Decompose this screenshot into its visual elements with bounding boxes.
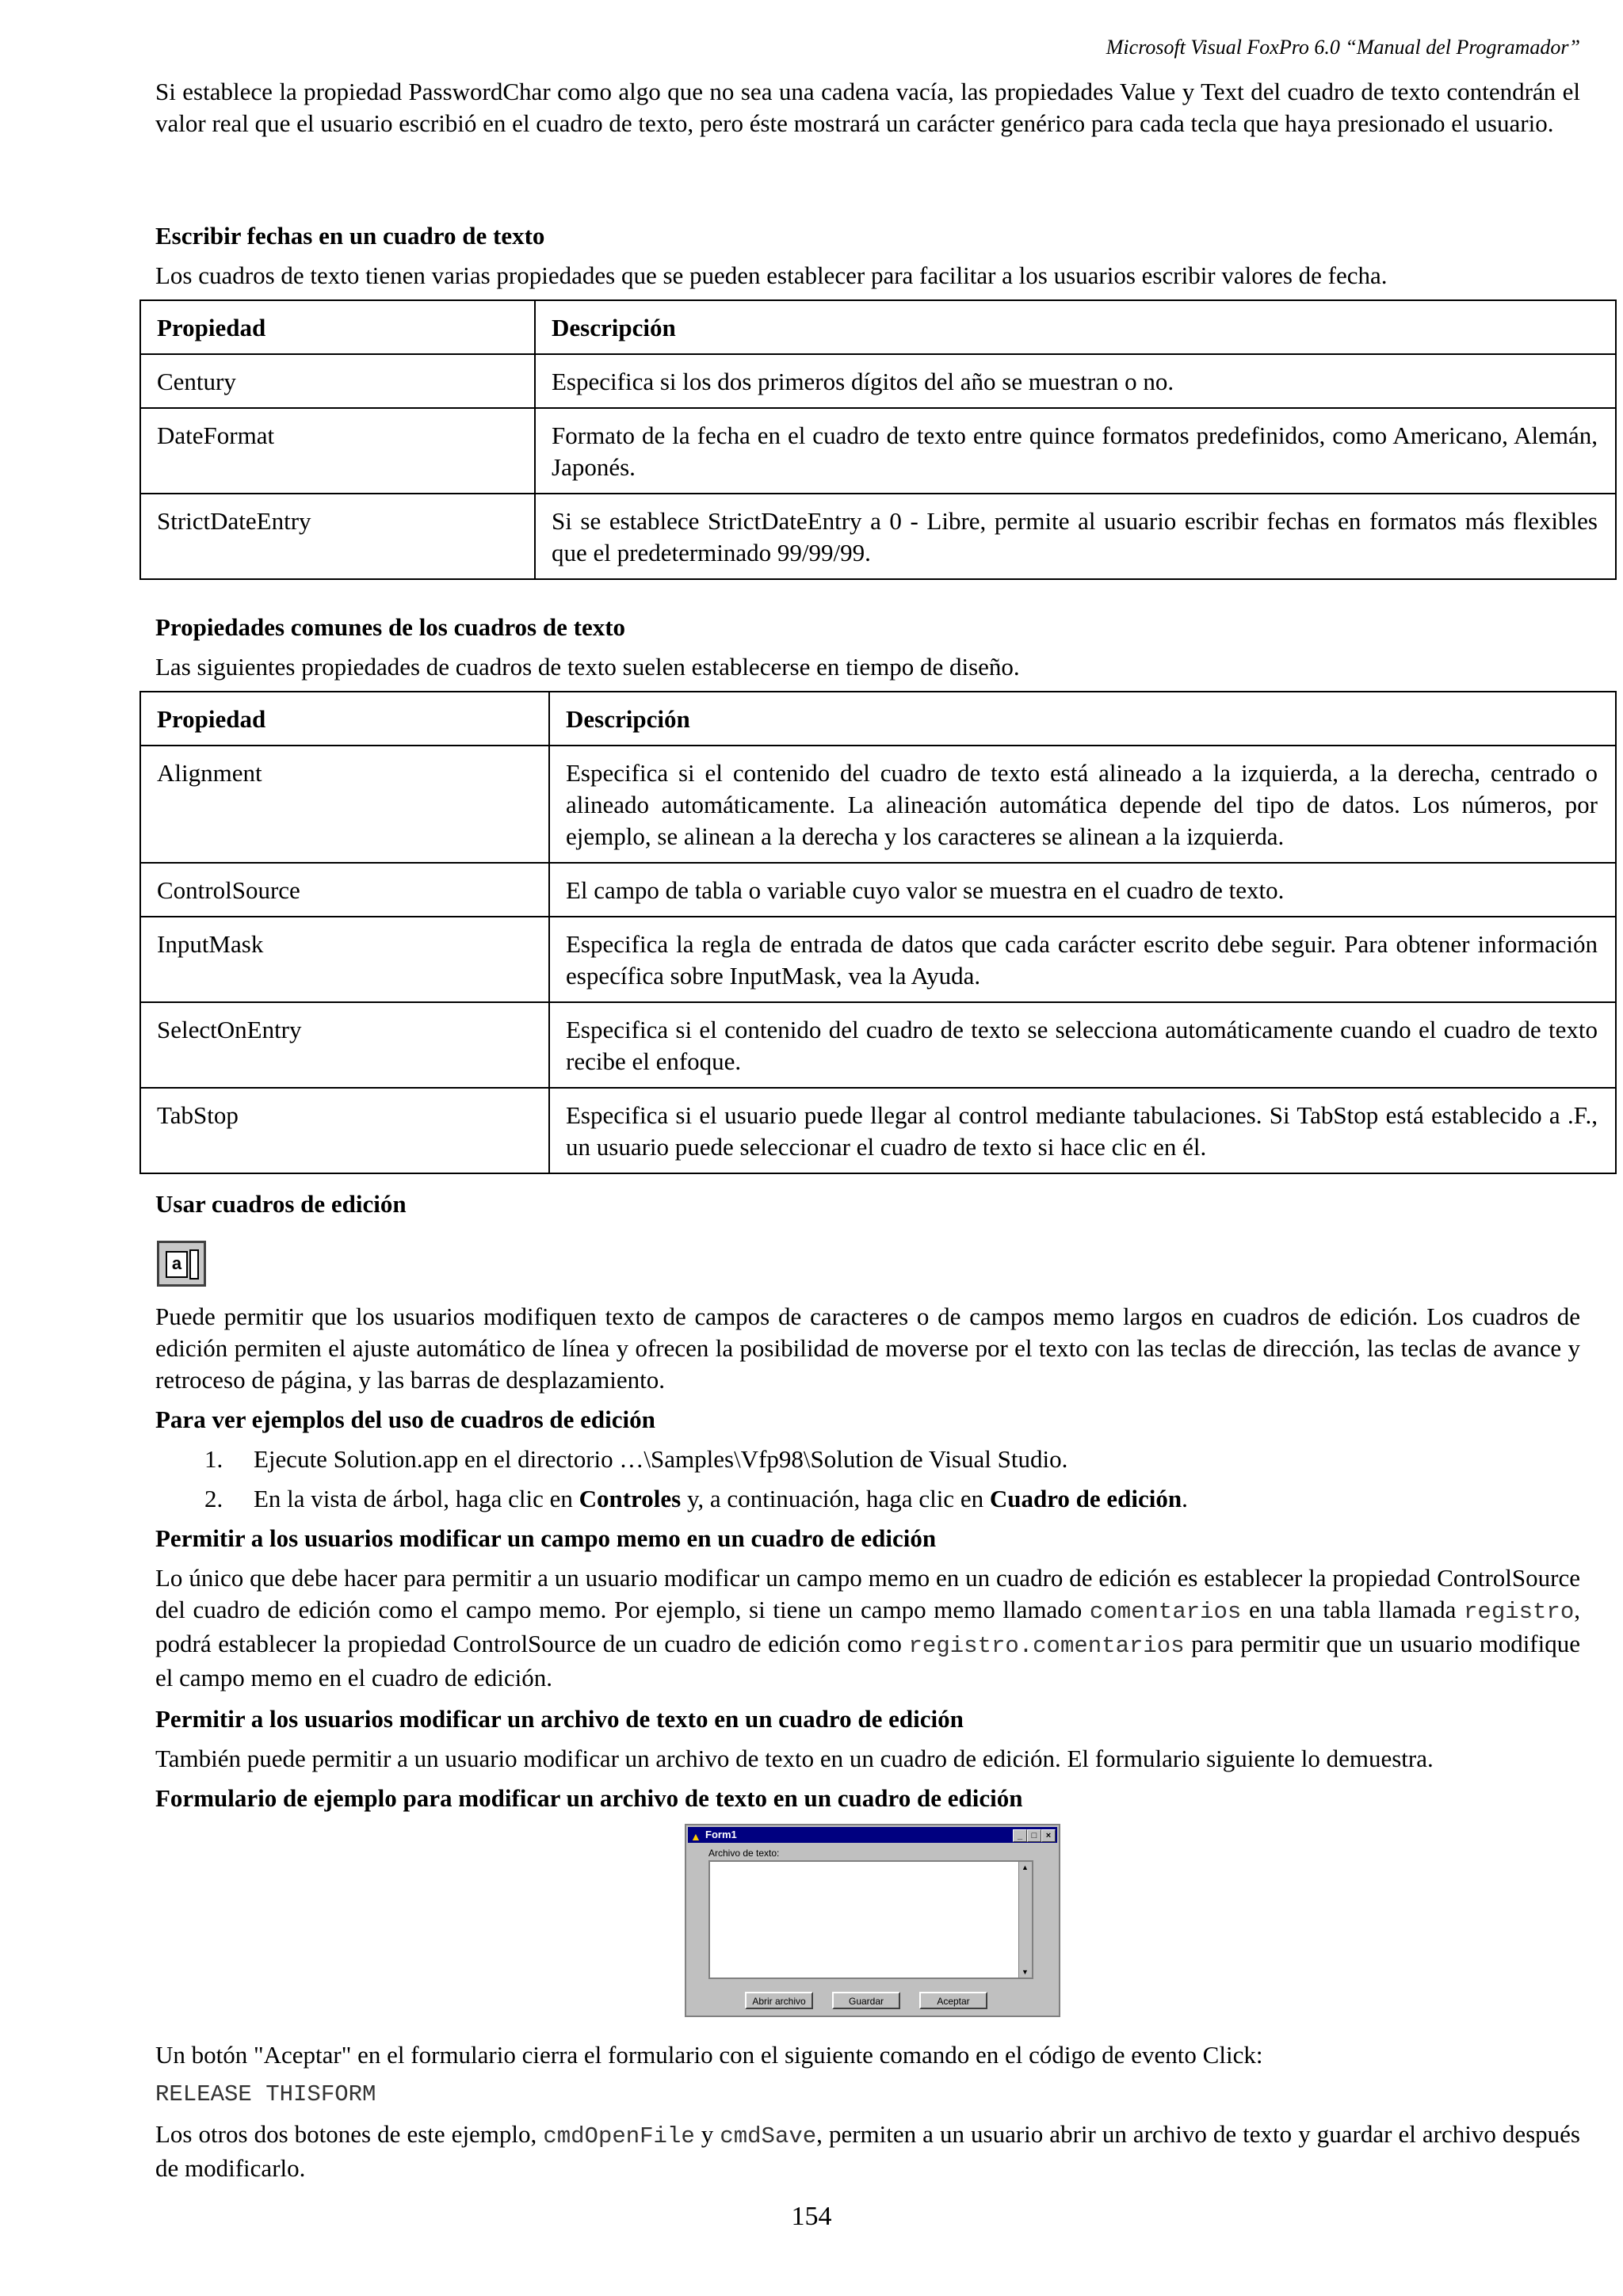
memo-heading: Permitir a los usuarios modificar un campo memo en un cuadro de edición — [155, 1524, 937, 1552]
scroll-down-icon[interactable]: ▼ — [1019, 1966, 1031, 1978]
code: cmdOpenFile — [543, 2123, 695, 2149]
description-cell: Especifica si el contenido del cuadro de texto se selecciona automáticamente cuando el cuadro de texto recibe el enfoque. — [549, 1002, 1616, 1088]
edit-box-glyph: a — [166, 1251, 188, 1278]
step-text: . — [1182, 1485, 1188, 1512]
step-number: 1. — [204, 1445, 223, 1473]
dates-heading: Escribir fechas en un cuadro de texto — [155, 222, 545, 250]
dates-intro: Los cuadros de texto tienen varias propiedades que se pueden establecer para facilitar a los usuarios escribir valores de fecha. — [155, 261, 1388, 289]
text: Los otros dos botones de este ejemplo, — [155, 2120, 544, 2148]
property-cell: StrictDateEntry — [140, 494, 535, 579]
edit-box-tool-icon — [157, 1241, 206, 1287]
table-header-row — [140, 692, 1616, 746]
column-header-description: Descripción — [549, 692, 1616, 746]
save-button[interactable]: Guardar — [832, 1992, 900, 2009]
release-code: RELEASE THISFORM — [155, 2081, 376, 2107]
examples-heading: Para ver ejemplos del uso de cuadros de edición — [155, 1405, 655, 1433]
maximize-button[interactable]: □ — [1027, 1829, 1041, 1842]
table-row — [140, 746, 1616, 863]
text: para permitir que un usuario modifique el campo memo en el cuadro de edición. — [155, 1630, 1581, 1691]
table-row — [140, 863, 1616, 917]
vertical-scrollbar[interactable] — [1018, 1862, 1032, 1978]
text: , permiten a un usuario abrir un archivo de texto y guardar el archivo después de modificarlo. — [155, 2120, 1580, 2182]
step-emphasis: Controles — [579, 1485, 682, 1512]
code: comentarios — [1089, 1599, 1242, 1625]
table-row — [140, 354, 1616, 408]
text: Lo único que debe hacer para permitir a un usuario modificar un campo memo en un cuadro de edición es establecer la propiedad ControlSource del cuadro de edición como el campo memo. Por ejemplo, si tiene un campo memo llamado — [155, 1564, 1580, 1623]
description-cell: Especifica la regla de entrada de datos que cada carácter escrito debe seguir. Para obtener información específica sobre InputMask, vea la Ayuda. — [549, 917, 1616, 1002]
table-row — [140, 1088, 1616, 1173]
ok-button-paragraph: Un botón "Aceptar" en el formulario cierra el formulario con el siguiente comando en el código de evento Click: — [155, 2041, 1263, 2069]
text: en una tabla llamada — [1241, 1596, 1465, 1623]
property-cell: Alignment — [140, 746, 549, 863]
fox-icon: ▲ — [690, 1830, 701, 1843]
file-heading: Permitir a los usuarios modificar un archivo de texto en un cuadro de edición — [155, 1705, 964, 1733]
description-cell: Especifica si el usuario puede llegar al control mediante tabulaciones. Si TabStop está establecido a .F., un usuario puede seleccionar el cuadro de texto si hace clic en él. — [549, 1088, 1616, 1173]
property-cell: DateFormat — [140, 408, 535, 494]
description-cell: Especifica si los dos primeros dígitos del año se muestran o no. — [535, 354, 1616, 408]
step-text: Ejecute Solution.app en el directorio …\Samples\Vfp98\Solution de Visual Studio. — [254, 1445, 1068, 1473]
buttons-paragraph — [155, 2119, 1580, 2184]
column-header-property: Propiedad — [140, 692, 549, 746]
scrollbar-glyph — [189, 1249, 199, 1280]
description-cell: Si se establece StrictDateEntry a 0 - Libre, permite al usuario escribir fechas en formatos más flexibles que el predeterminado 99/99/99. — [535, 494, 1616, 579]
step-number: 2. — [204, 1485, 223, 1512]
description-cell: Especifica si el contenido del cuadro de texto está alineado a la izquierda, a la derecha, centrado o alineado automáticamente. La alineación automática depende del tipo de datos. Los números, por ejemplo, se alinean a la derecha y los caracteres se alinean a la izquierda. — [549, 746, 1616, 863]
ok-button[interactable]: Aceptar — [919, 1992, 987, 2009]
close-button[interactable]: × — [1041, 1829, 1056, 1842]
edit-heading: Usar cuadros de edición — [155, 1190, 407, 1218]
text-file-editbox[interactable] — [708, 1860, 1033, 1979]
open-file-button[interactable]: Abrir archivo — [745, 1992, 813, 2009]
table-row — [140, 408, 1616, 494]
list-item — [204, 1483, 1522, 1515]
memo-paragraph — [155, 1562, 1580, 1694]
common-intro: Las siguientes propiedades de cuadros de texto suelen establecerse en tiempo de diseño. — [155, 653, 1020, 681]
step-emphasis: Cuadro de edición — [989, 1485, 1182, 1512]
text: y — [694, 2120, 720, 2148]
property-cell: SelectOnEntry — [140, 1002, 549, 1088]
minimize-button[interactable]: _ — [1013, 1829, 1027, 1842]
description-cell: Formato de la fecha en el cuadro de texto entre quince formatos predefinidos, como Americano, Alemán, Japonés. — [535, 408, 1616, 494]
file-paragraph: También puede permitir a un usuario modificar un archivo de texto en un cuadro de edición. El formulario siguiente lo demuestra. — [155, 1745, 1434, 1772]
scroll-up-icon[interactable]: ▲ — [1019, 1862, 1031, 1873]
text: , podrá establecer la propiedad ControlSource de un cuadro de edición como — [155, 1596, 1580, 1657]
property-cell: InputMask — [140, 917, 549, 1002]
table-row — [140, 917, 1616, 1002]
code: registro.comentarios — [908, 1633, 1185, 1659]
property-cell: Century — [140, 354, 535, 408]
text-file-label: Archivo de texto: — [708, 1848, 780, 1859]
property-cell: ControlSource — [140, 863, 549, 917]
running-header: Microsoft Visual FoxPro 6.0 “Manual del Programador” — [1106, 36, 1580, 59]
dates-table — [139, 299, 1617, 580]
table-row — [140, 494, 1616, 579]
description-cell: El campo de tabla o variable cuyo valor se muestra en el cuadro de texto. — [549, 863, 1616, 917]
property-cell: TabStop — [140, 1088, 549, 1173]
intro-paragraph: Si establece la propiedad PasswordChar como algo que no sea una cadena vacía, las propiedades Value y Text del cuadro de texto contendrán el valor real que el usuario escribió en el cuadro de texto, pero éste mostrará un carácter genérico para cada tecla que haya presionado el usuario. — [155, 78, 1580, 137]
window-title: Form1 — [705, 1829, 737, 1840]
code: registro — [1464, 1599, 1575, 1625]
common-table — [139, 691, 1617, 1174]
step-text: y, a continuación, haga clic en — [681, 1485, 990, 1512]
title-bar — [688, 1827, 1057, 1843]
form-heading: Formulario de ejemplo para modificar un archivo de texto en un cuadro de edición — [155, 1784, 1023, 1812]
code: cmdSave — [720, 2123, 817, 2149]
common-heading: Propiedades comunes de los cuadros de texto — [155, 613, 626, 641]
column-header-property: Propiedad — [140, 300, 535, 354]
edit-paragraph: Puede permitir que los usuarios modifiquen texto de campos de caracteres o de campos memo largos en cuadros de edición. Los cuadros de edición permiten el ajuste automático de línea y ofrecen la posibilidad de moverse por el texto con las teclas de dirección, las teclas de avance y retroceso de página, y las barras de desplazamiento. — [155, 1302, 1580, 1394]
list-item — [204, 1444, 1522, 1475]
form-screenshot — [685, 1824, 1060, 2017]
step-text: En la vista de árbol, haga clic en — [254, 1485, 579, 1512]
table-row — [140, 1002, 1616, 1088]
page-number: 154 — [791, 2202, 832, 2231]
table-header-row — [140, 300, 1616, 354]
column-header-description: Descripción — [535, 300, 1616, 354]
